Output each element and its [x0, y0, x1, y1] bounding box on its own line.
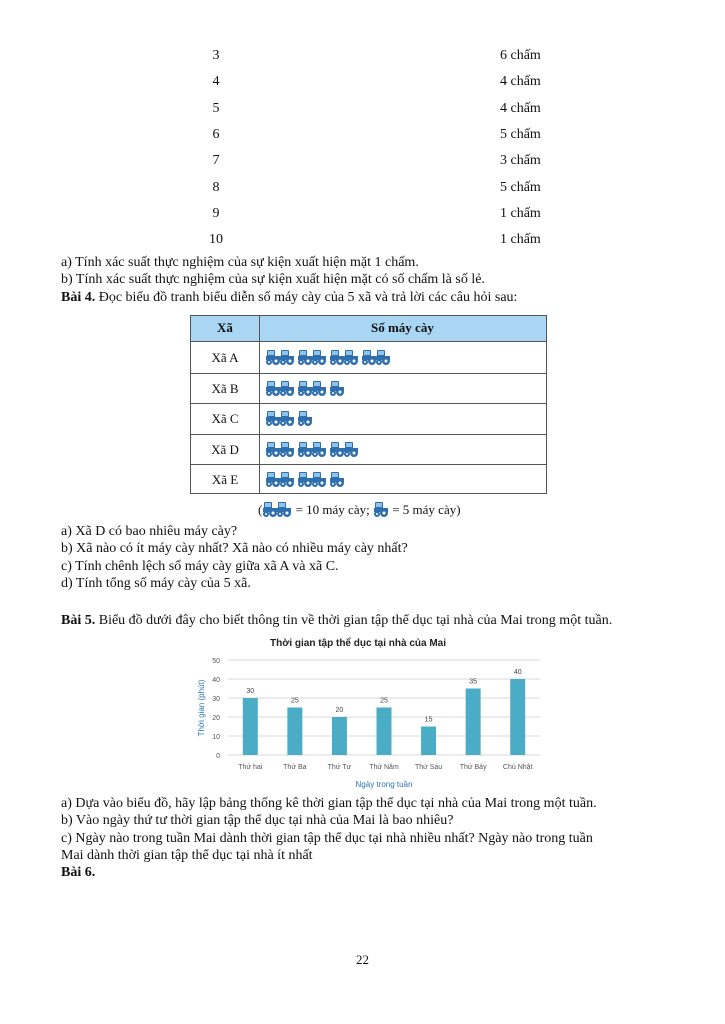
legend-small: = 5 máy cày) — [388, 502, 461, 517]
question-4b: b) Xã nào có ít máy cày nhất? Xã nào có nhiều máy cày nhất? — [61, 541, 408, 556]
tractor-single-icon — [329, 470, 345, 488]
tractor-single-icon — [329, 379, 345, 397]
dice-row-number: 9 — [212, 206, 220, 221]
data-label: 25 — [290, 697, 299, 705]
y-tick-label: 30 — [212, 696, 220, 703]
dice-row-count: 5 chấm — [500, 127, 541, 142]
tractor-double-icon — [262, 500, 292, 518]
x-tick-label: Thứ Năm — [369, 764, 399, 771]
tractor-double-icon — [297, 440, 327, 458]
question-3a: a) Tính xác suất thực nghiệm của sự kiện xuất hiện mặt 1 chấm. — [61, 255, 419, 270]
question-4c: c) Tính chênh lệch số máy cày giữa xã A và xã C. — [61, 559, 339, 574]
data-label: 25 — [380, 697, 388, 705]
bar — [510, 679, 525, 755]
pictograph-row-name: Xã A — [211, 350, 239, 365]
pictograph-row-name: Xã B — [211, 380, 239, 396]
legend-big: = 10 máy cày; — [292, 502, 373, 517]
dice-row-number: 6 — [212, 127, 220, 142]
dice-row-count: 1 chấm — [500, 206, 541, 221]
pictograph-table — [190, 315, 547, 494]
tractor-double-icon — [297, 348, 327, 366]
pictograph-row-name: Xã C — [211, 411, 239, 426]
tractor-single-icon — [373, 500, 389, 518]
y-tick-label: 50 — [212, 658, 220, 665]
x-tick-label: Thứ Bảy — [459, 764, 487, 771]
exercise-4-text: Đọc biểu đồ tranh biểu diễn số máy cày của 5 xã và trả lời các câu hỏi sau: — [95, 290, 518, 305]
dice-row-count: 4 chấm — [500, 74, 541, 89]
pictograph-row-icons — [265, 379, 345, 399]
tractor-double-icon — [265, 470, 295, 488]
y-axis-label: Thời gian (phút) — [197, 679, 206, 737]
exercise-4-label: Bài 4. — [61, 290, 96, 305]
header-xa: Xã — [217, 320, 233, 335]
exercise-5-label: Bài 5. — [61, 613, 96, 628]
question-4a: a) Xã D có bao nhiêu máy cày? — [61, 524, 238, 539]
question-3b: b) Tính xác suất thực nghiệm của sự kiện xuất hiện mặt có số chấm là số lẻ. — [61, 272, 485, 287]
pictograph-row-icons — [265, 348, 393, 368]
data-label: 20 — [335, 707, 344, 714]
question-5c: c) Ngày nào trong tuần Mai dành thời gian tập thể dục tại nhà nhiều nhất? Ngày nào trong tuần — [61, 831, 593, 846]
y-tick-label: 40 — [212, 677, 220, 684]
bar — [421, 727, 436, 756]
exercise-5-heading — [61, 612, 612, 629]
data-label: 30 — [246, 688, 255, 695]
tractor-double-icon — [329, 348, 359, 366]
tractor-double-icon — [329, 440, 359, 458]
chart-title: Thời gian tập thể dục tại nhà của Mai — [270, 638, 447, 649]
dice-row-count: 6 chấm — [500, 48, 541, 63]
y-tick-label: 10 — [212, 734, 220, 741]
dice-row-number: 8 — [212, 180, 220, 195]
bar — [243, 698, 258, 755]
legend-open: ( — [258, 502, 263, 517]
tractor-double-icon — [265, 409, 295, 427]
dice-row-number: 7 — [212, 153, 220, 168]
y-tick-label: 20 — [212, 715, 220, 722]
tractor-double-icon — [297, 379, 327, 397]
bar — [466, 689, 481, 756]
tractor-double-icon — [265, 440, 295, 458]
data-label: 40 — [513, 669, 522, 676]
dice-row-number: 5 — [212, 101, 220, 116]
header-so-may-cay: Số máy cày — [371, 320, 434, 335]
x-tick-label: Thứ Ba — [283, 764, 307, 771]
exercise-5-text: Biểu đồ dưới đây cho biết thông tin về thời gian tập thể dục tại nhà của Mai trong một tuần. — [95, 613, 613, 628]
exercise-6-heading — [61, 864, 95, 881]
pictograph-header — [191, 316, 546, 342]
question-5a: a) Dựa vào biểu đồ, hãy lập bảng thống kê thời gian tập thể dục tại nhà của Mai trong một tuần. — [61, 796, 597, 811]
x-axis-label: Ngày trong tuần — [355, 780, 413, 789]
question-5c-cont: Mai dành thời gian tập thể dục tại nhà ít nhất — [61, 848, 313, 863]
pictograph-row-icons — [265, 440, 361, 460]
pictograph-row-icons — [265, 470, 345, 490]
x-tick-label: Thứ Sáu — [414, 764, 443, 771]
tractor-double-icon — [265, 348, 295, 366]
x-tick-label: Thứ hai — [238, 764, 263, 771]
exercise-6-label: Bài 6. — [61, 865, 96, 880]
bar — [332, 717, 347, 755]
exercise-4-heading — [61, 289, 517, 306]
tractor-double-icon — [361, 348, 391, 366]
bar — [287, 708, 302, 756]
data-label: 15 — [424, 716, 433, 724]
page-number: 22 — [356, 952, 369, 967]
tractor-single-icon — [297, 409, 313, 427]
pictograph-row-name: Xã D — [211, 441, 239, 457]
pictograph-legend — [258, 500, 461, 518]
dice-row-count: 4 chấm — [500, 101, 541, 116]
bar — [377, 708, 392, 756]
question-5b: b) Vào ngày thứ tư thời gian tập thể dục tại nhà của Mai là bao nhiêu? — [61, 813, 454, 828]
x-tick-label: Chủ Nhật — [502, 764, 533, 771]
tractor-double-icon — [297, 470, 327, 488]
dice-row-number: 3 — [212, 48, 220, 63]
pictograph-row-name: Xã E — [211, 472, 239, 487]
x-tick-label: Thứ Tư — [327, 764, 352, 771]
tractor-double-icon — [265, 379, 295, 397]
y-tick-label: 0 — [216, 753, 220, 760]
data-label: 35 — [469, 678, 478, 686]
pictograph-row-icons — [265, 409, 313, 429]
dice-row-number: 10 — [209, 232, 223, 247]
dice-row-count: 3 chấm — [500, 153, 541, 168]
question-4d: d) Tính tổng số máy cày của 5 xã. — [61, 576, 251, 591]
dice-row-count: 5 chấm — [500, 180, 541, 195]
dice-row-number: 4 — [212, 74, 220, 89]
dice-row-count: 1 chấm — [500, 232, 541, 247]
